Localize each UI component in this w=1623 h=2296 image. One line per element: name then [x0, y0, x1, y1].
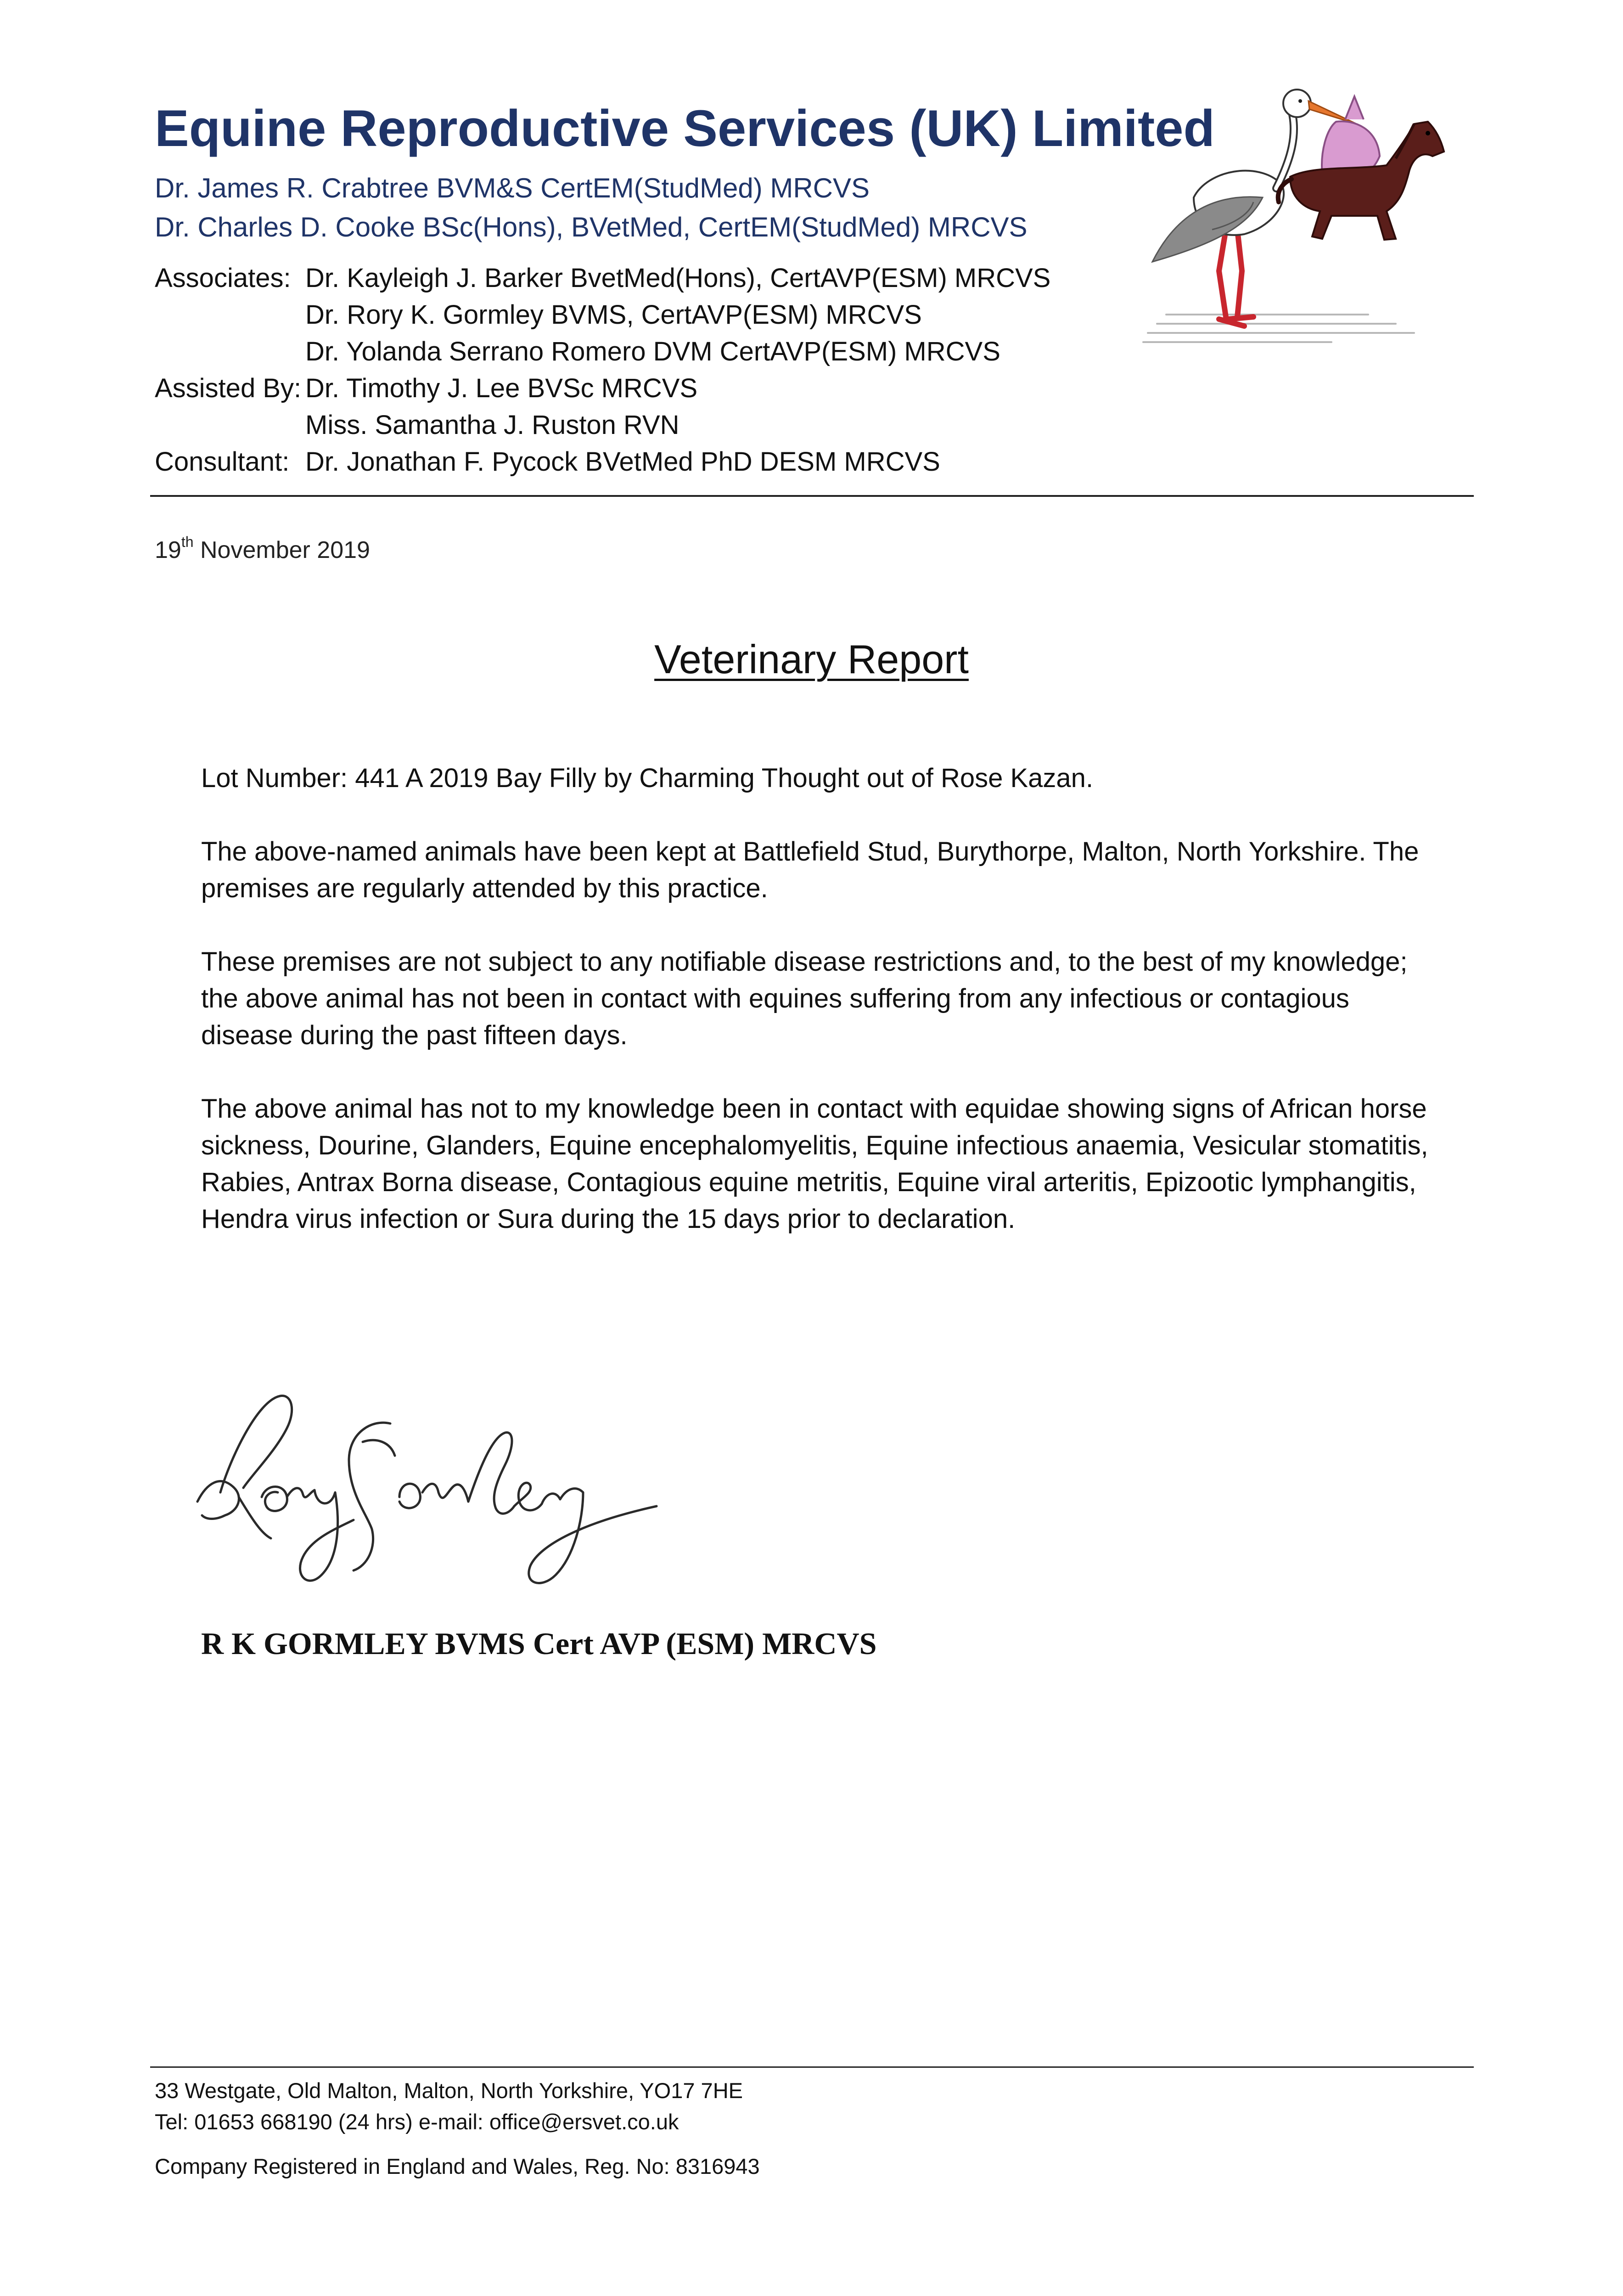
- report-date: 19th November 2019: [155, 534, 370, 563]
- header-divider: [150, 495, 1474, 497]
- footer-contact: Tel: 01653 668190 (24 hrs) e-mail: office@ersvet.co.uk: [155, 2110, 679, 2134]
- footer-address: 33 Westgate, Old Malton, Malton, North Yorkshire, YO17 7HE: [155, 2078, 743, 2103]
- associate-3: Dr. Yolanda Serrano Romero DVM CertAVP(ESM) MRCVS: [305, 337, 1000, 366]
- handwritten-signature: [193, 1382, 661, 1598]
- footer-registration: Company Registered in England and Wales, Reg. No: 8316943: [155, 2154, 760, 2178]
- associate-1: Dr. Kayleigh J. Barker BvetMed(Hons), CertAVP(ESM) MRCVS: [305, 263, 1051, 293]
- company-name: Equine Reproductive Services (UK) Limited: [155, 100, 1215, 157]
- report-title: Veterinary Report: [654, 636, 969, 682]
- consultant-name: Dr. Jonathan F. Pycock BVetMed PhD DESM MRCVS: [305, 447, 940, 477]
- lot-number-paragraph: Lot Number: 441 A 2019 Bay Filly by Charming Thought out of Rose Kazan.: [201, 763, 1094, 793]
- premises-paragraph: The above-named animals have been kept at Battlefield Stud, Burythorpe, Malton, North Yorkshire. The premises are regularly attended by this practice.: [201, 837, 1419, 903]
- assisted-label: Assisted By:: [155, 373, 302, 403]
- footer-divider: [150, 2066, 1474, 2068]
- stork-carrying-foal-logo-icon: [1139, 78, 1478, 354]
- partner-2: Dr. Charles D. Cooke BSc(Hons), BVetMed, CertEM(StudMed) MRCVS: [155, 212, 1028, 242]
- associate-2: Dr. Rory K. Gormley BVMS, CertAVP(ESM) MRCVS: [305, 300, 922, 330]
- assistant-1: Dr. Timothy J. Lee BVSc MRCVS: [305, 373, 698, 403]
- disease-restrictions-paragraph: These premises are not subject to any notifiable disease restrictions and, to the best of my knowledge; the above animal has not been in contact with equines suffering from any infectious or contagious disease during the past fifteen days.: [201, 947, 1408, 1050]
- assistant-2: Miss. Samantha J. Ruston RVN: [305, 410, 680, 440]
- consultant-label: Consultant:: [155, 447, 290, 477]
- equidae-contact-paragraph: The above animal has not to my knowledge been in contact with equidae showing signs of African horse sickness, Dourine, Glanders, Equine encephalomyelitis, Equine infectious anaemia, Vesicular stomatitis, Rabies, Antrax Borna disease, Contagious equine metritis, Equine viral arteritis, Epizootic lymphangitis, Hendra virus infection or Sura during the 15 days prior to declaration.: [201, 1094, 1428, 1234]
- associates-label: Associates:: [155, 263, 291, 293]
- partner-1: Dr. James R. Crabtree BVM&S CertEM(StudMed) MRCVS: [155, 173, 870, 203]
- signatory-name: R K GORMLEY BVMS Cert AVP (ESM) MRCVS: [201, 1626, 877, 1661]
